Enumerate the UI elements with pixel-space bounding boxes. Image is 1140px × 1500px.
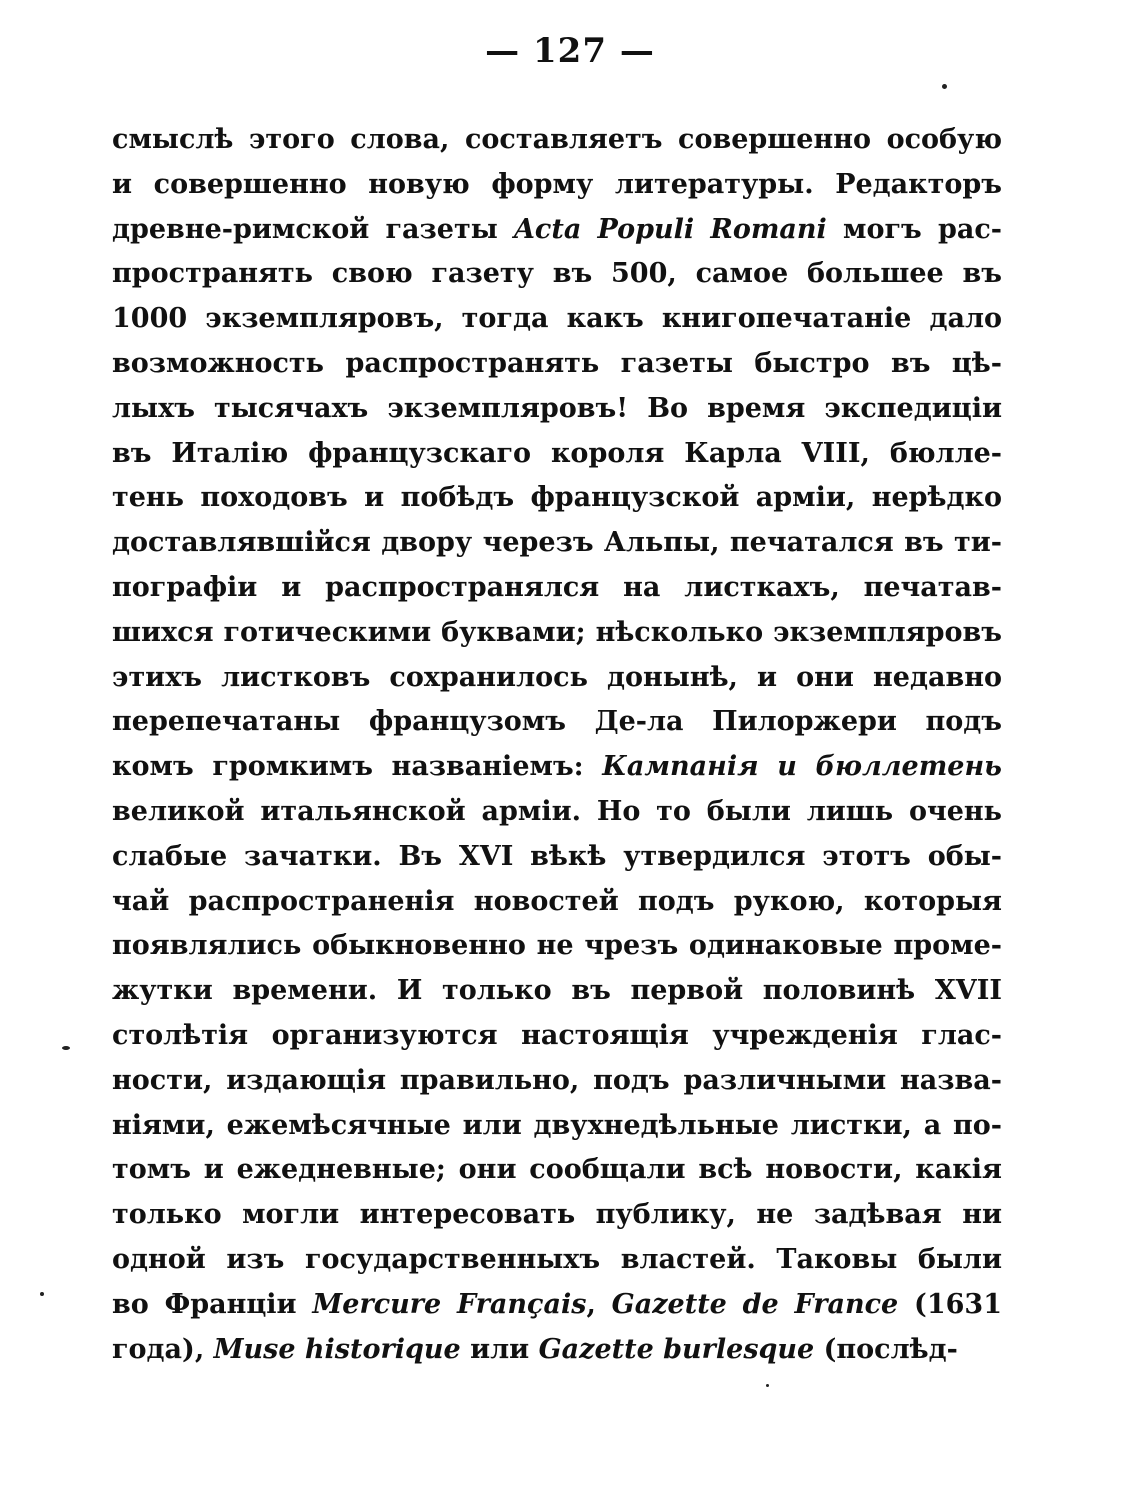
text-segment: томъ и ежедневные; они сообщали всѣ новости, какія [112, 1154, 1002, 1186]
text-segment: 1000 экземпляровъ, тогда какъ книгопечатаніе дало [112, 303, 1002, 335]
text-line-content [112, 348, 1002, 379]
text-line [112, 387, 1002, 432]
text-line [112, 1014, 1002, 1059]
text-line [112, 745, 1002, 790]
text-segment: смыслѣ этого слова, составляетъ совершенно особую [112, 124, 1002, 155]
text-line-content [112, 124, 1002, 155]
text-line [112, 208, 1002, 253]
text-line [112, 252, 1002, 297]
text-segment: столѣтія организуются настоящія учрежденія глас- [112, 1019, 1002, 1051]
text-line-content [112, 258, 1002, 289]
text-line [112, 118, 1002, 163]
text-line-content [112, 1020, 1002, 1051]
text-segment: доставлявшійся двору черезъ Альпы, печатался въ ти- [112, 527, 1002, 559]
text-line [112, 880, 1002, 925]
page-number: — 127 — [485, 31, 655, 71]
text-line-content [112, 841, 1002, 872]
text-segment: одной изъ государственныхъ властей. Таковы были [112, 1243, 1002, 1275]
text-line [112, 656, 1002, 701]
text-line-content [112, 169, 1002, 200]
text-segment: только могли интересовать публику, не задѣвая ни [112, 1199, 1002, 1231]
text-segment: пографіи и распространялся на листкахъ, печатав- [112, 571, 1002, 603]
italic-text: Gazette de France [611, 1288, 899, 1320]
text-line-content [112, 482, 1002, 513]
text-segment: комъ громкимъ названіемъ: [112, 751, 603, 783]
text-line [112, 476, 1002, 521]
text-line-content [112, 706, 1002, 745]
text-line-content [112, 1110, 1002, 1141]
text-line-content [112, 572, 1002, 603]
text-line-content [112, 1199, 1002, 1230]
text-segment: возможность распространять газеты быстро въ цѣ- [112, 347, 1002, 379]
text-segment: этихъ листковъ сохранилось донынѣ, и они недавно [112, 661, 1002, 693]
text-segment: лыхъ тысячахъ экземпляровъ! Во время экспедиціи [112, 392, 1002, 424]
text-segment: пространять свою газету въ 500, самое большее въ [112, 258, 1002, 290]
text-line-content [112, 1289, 1002, 1320]
text-line-content [112, 1334, 958, 1365]
scan-speck [40, 1292, 44, 1296]
text-segment: великой итальянской арміи. Но то были лишь очень [112, 795, 1002, 827]
text-line [112, 342, 1002, 387]
text-segment: года), [112, 1333, 214, 1365]
text-segment: и совершенно новую форму литературы. Редакторъ [112, 168, 1002, 200]
text-line-content [112, 527, 1002, 558]
text-line-content [112, 751, 1002, 782]
text-segment: (1631 [898, 1288, 1002, 1320]
text-line [112, 1104, 1002, 1149]
text-line-content [112, 930, 1002, 961]
text-line [112, 297, 1002, 342]
text-line [112, 969, 1002, 1014]
text-segment: (послѣд- [814, 1333, 958, 1365]
text-line [112, 566, 1002, 611]
text-segment: въ Италію французскаго короля Карла VIII, бюлле- [112, 437, 1002, 469]
text-line-content [112, 214, 1002, 245]
italic-text: Acta Populi Romani [513, 213, 827, 245]
scan-speck [942, 84, 947, 89]
text-segment: или [460, 1333, 539, 1365]
body-text [112, 118, 1002, 1372]
italic-text: Gazette burlesque [538, 1333, 815, 1365]
text-segment: слабые зачатки. Въ XVI вѣкѣ утвердился этотъ обы- [112, 840, 1002, 872]
text-line-content [112, 438, 1002, 469]
text-line [112, 924, 1002, 969]
text-line [112, 1328, 1002, 1373]
text-segment: шихся готическими буквами; нѣсколько экземпляровъ [112, 616, 1002, 648]
text-line-content [112, 975, 1002, 1006]
text-line-content [112, 1065, 1002, 1096]
text-segment: перепечатаны французомъ Де-ла Пилоржери подъ [112, 706, 1002, 738]
text-line [112, 521, 1002, 566]
italic-text: Кампанія и бюллетень [602, 751, 1002, 783]
italic-text: Mercure Français [312, 1288, 587, 1320]
text-line [112, 432, 1002, 477]
text-segment: тень походовъ и побѣдъ французской арміи, нерѣдко [112, 482, 1002, 514]
text-line [112, 1148, 1002, 1193]
text-segment: древне-римской газеты [112, 213, 514, 245]
text-segment: чай распространенія новостей подъ рукою, которыя [112, 885, 1002, 917]
scan-speck [766, 1384, 769, 1387]
text-line-content [112, 1154, 1002, 1185]
text-line [112, 1193, 1002, 1238]
text-segment: появлялись обыкновенно не чрезъ одинаковые проме- [112, 930, 1002, 962]
text-line [112, 611, 1002, 656]
text-segment: , [586, 1288, 612, 1320]
text-line-content [112, 617, 1002, 648]
text-segment: во Франціи [112, 1288, 313, 1320]
text-line [112, 1059, 1002, 1104]
text-line [112, 1238, 1002, 1283]
scan-speck [62, 1046, 70, 1050]
text-segment: ніями, ежемѣсячные или двухнедѣльные листки, а по- [112, 1109, 1002, 1141]
text-line [112, 835, 1002, 880]
text-line-content [112, 796, 1002, 827]
text-line [112, 790, 1002, 835]
text-line-content [112, 393, 1002, 424]
text-line-content [112, 662, 1002, 693]
text-line [112, 1283, 1002, 1328]
text-line-content [112, 303, 1002, 334]
italic-text: Muse historique [213, 1333, 461, 1365]
text-line [112, 163, 1002, 208]
text-segment: жутки времени. И только въ первой половинѣ XVII [112, 975, 1002, 1007]
text-segment: ности, издающія правильно, подъ различными назва- [112, 1064, 1002, 1096]
text-line-content [112, 1244, 1002, 1275]
text-segment: могъ рас- [826, 213, 1002, 245]
text-line [112, 700, 1002, 745]
text-line-content [112, 886, 1002, 917]
